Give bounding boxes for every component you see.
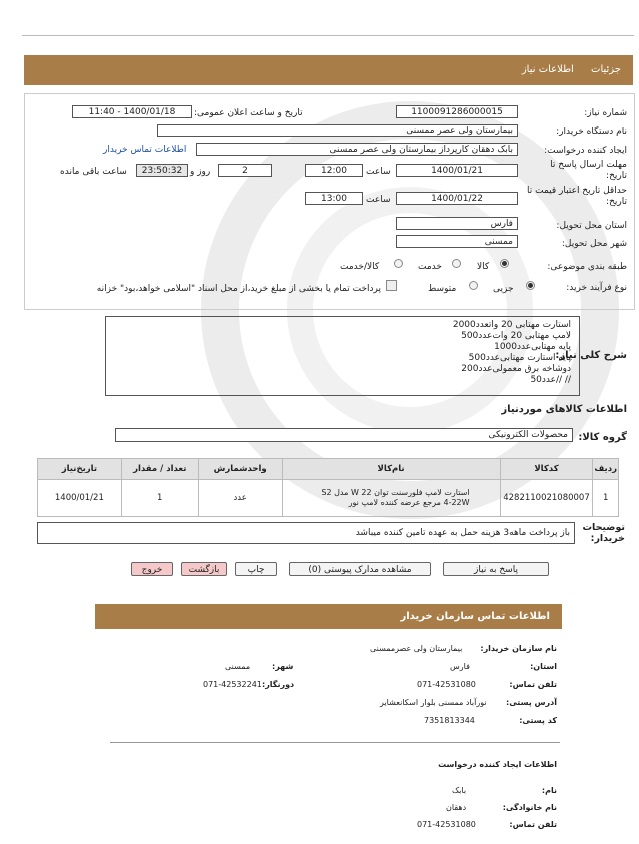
remaining-time-field: 23:50:32	[136, 164, 188, 177]
contact-divider	[110, 742, 560, 743]
col-qty: تعداد / مقدار	[121, 459, 198, 480]
validity-time-field: 13:00	[305, 192, 363, 205]
announce-field: 1400/01/18 - 11:40	[72, 105, 192, 118]
col-code: کدکالا	[500, 459, 593, 480]
goods-section-title: اطلاعات کالاهای موردنیاز	[501, 404, 627, 415]
col-unit: واحدشمارش	[198, 459, 282, 480]
print-button[interactable]: چاپ	[235, 562, 277, 576]
postal-label: کد پستی:	[519, 716, 557, 725]
address-value: نورآباد ممسنی بلوار اسکانعشایر	[380, 698, 487, 707]
fax-value: 071-42532241	[203, 680, 262, 689]
need-number-label: شماره نیاز:	[584, 108, 627, 118]
radio-service[interactable]	[452, 259, 461, 269]
deadline-time-field: 12:00	[305, 164, 363, 177]
validity-date-field: 1400/01/22	[396, 192, 518, 205]
radio-medium-label: متوسط	[428, 284, 457, 294]
description-box	[105, 316, 580, 396]
treasury-checkbox[interactable]	[386, 280, 397, 294]
top-divider	[22, 35, 634, 36]
contact-city-label: شهر:	[272, 662, 294, 671]
phone-label: تلفن تماس:	[509, 680, 557, 689]
creator-phone-label: تلفن تماس:	[509, 820, 557, 829]
page-header	[24, 55, 633, 85]
exit-button[interactable]: خروج	[131, 562, 173, 576]
first-name-value: بابک	[452, 786, 467, 795]
announce-label: تاریخ و ساعت اعلان عمومی:	[194, 108, 303, 118]
creator-phone-value: 071-42531080	[417, 820, 476, 829]
need-number-field: 1100091286000015	[396, 105, 518, 118]
attachments-button[interactable]: مشاهده مدارک پیوستی (0)	[289, 562, 431, 576]
contact-header: اطلاعات تماس سازمان خریدار	[95, 604, 562, 629]
creator-field: بابک دهقان کارپرداز بیمارستان ولی عصر ممسنی	[196, 143, 518, 156]
payment-note: پرداخت تمام یا بخشی از مبلغ خرید،از محل اسناد "اسلامی خواهد،بود" خزانه	[96, 284, 381, 294]
deadline-label: مهلت ارسال پاسخ تا تاریخ:	[550, 160, 627, 181]
creator-info-title: اطلاعات ایجاد کننده درخواست	[438, 760, 557, 769]
process-label: نوع فرآیند خرید:	[566, 283, 627, 293]
goods-table	[37, 458, 619, 517]
remaining-label: ساعت باقی مانده	[60, 167, 127, 177]
reply-button[interactable]: پاسخ به نیاز	[443, 562, 549, 576]
description-label: شرح کلی نیاز:	[555, 350, 627, 361]
radio-goods-service[interactable]	[394, 259, 403, 269]
days-label: روز و	[190, 167, 211, 177]
cell-name: استارت لامپ فلورسنت توان 22 W مدل S2 4-22W مرجع عرضه کننده لامپ نور	[282, 480, 500, 517]
last-name-value: دهقان	[446, 803, 467, 812]
back-button[interactable]: بازگشت	[181, 562, 227, 576]
tab-details[interactable]: جزئیات	[591, 64, 621, 75]
radio-goods-label: کالا	[477, 262, 490, 272]
contact-province-label: استان:	[530, 662, 557, 671]
validity-label: حداقل تاریخ اعتبار قیمت تا تاریخ:	[527, 186, 627, 207]
org-value: بیمارستان ولی عصرممسنی	[370, 644, 463, 653]
category-label: طبقه بندی موضوعی:	[547, 262, 627, 272]
buyer-contact-link[interactable]: اطلاعات تماس خریدار	[103, 145, 187, 155]
buyer-notes-label: توضیحات خریدار:	[582, 522, 625, 544]
desc-line: استارت مهتابی 20 واتعدد2000	[452, 320, 571, 330]
tab-need-info[interactable]: اطلاعات نیاز	[521, 64, 574, 75]
cell-date: 1400/01/21	[38, 480, 122, 517]
radio-minor-label: جزیی	[493, 284, 514, 294]
desc-line: پایه استارت مهتابی‌عدد500	[468, 353, 571, 363]
deadline-time-label: ساعت	[366, 167, 391, 177]
province-field: فارس	[396, 217, 518, 230]
goods-group-label: گروه کالا:	[578, 432, 627, 443]
desc-line: دوشاخه برق معمولی‌عدد200	[461, 364, 571, 374]
province-label: استان محل تحویل:	[556, 221, 627, 231]
col-row: ردیف	[593, 459, 619, 480]
last-name-label: نام خانوادگی:	[502, 803, 557, 812]
postal-value: 7351813344	[424, 716, 475, 725]
desc-line: // //عدد50	[530, 375, 571, 385]
col-name: نام‌کالا	[282, 459, 500, 480]
radio-minor[interactable]	[526, 281, 535, 291]
creator-label: ایجاد کننده درخواست:	[544, 146, 627, 156]
radio-goods-service-label: کالا/خدمت	[340, 262, 380, 272]
buyer-notes-box: باز پرداخت ماهه3 هزینه حمل به عهده تامین کننده میباشد	[37, 522, 575, 544]
validity-time-label: ساعت	[366, 195, 391, 205]
radio-medium[interactable]	[469, 281, 478, 291]
city-field: ممسنی	[396, 235, 518, 248]
table-row	[38, 480, 619, 517]
cell-row: 1	[593, 480, 619, 517]
org-label: نام سازمان خریدار:	[480, 644, 557, 653]
cell-qty: 1	[121, 480, 198, 517]
col-date: تاریخ‌نیاز	[38, 459, 122, 480]
desc-line: پایه مهتابی‌عدد1000	[494, 342, 571, 352]
days-field: 2	[218, 164, 272, 177]
address-label: آدرس پستی:	[506, 698, 557, 707]
first-name-label: نام:	[541, 786, 557, 795]
buyer-field: بیمارستان ولی عصر ممسنی	[157, 124, 518, 137]
buyer-label: نام دستگاه خریدار:	[556, 127, 627, 137]
city-label: شهر محل تحویل:	[561, 239, 627, 249]
radio-goods[interactable]	[500, 259, 509, 269]
contact-province-value: فارس	[450, 662, 470, 671]
radio-service-label: خدمت	[418, 262, 442, 272]
cell-code: 4282110021080007	[500, 480, 593, 517]
fax-label: دورنگار:	[262, 680, 295, 689]
contact-city-value: ممسنی	[225, 662, 251, 671]
desc-line: لامپ مهتابی 20 وات‌عدد500	[461, 331, 571, 341]
cell-unit: عدد	[198, 480, 282, 517]
goods-group-field: محصولات الکترونیکی	[115, 428, 573, 442]
phone-value: 071-42531080	[417, 680, 476, 689]
deadline-date-field: 1400/01/21	[396, 164, 518, 177]
